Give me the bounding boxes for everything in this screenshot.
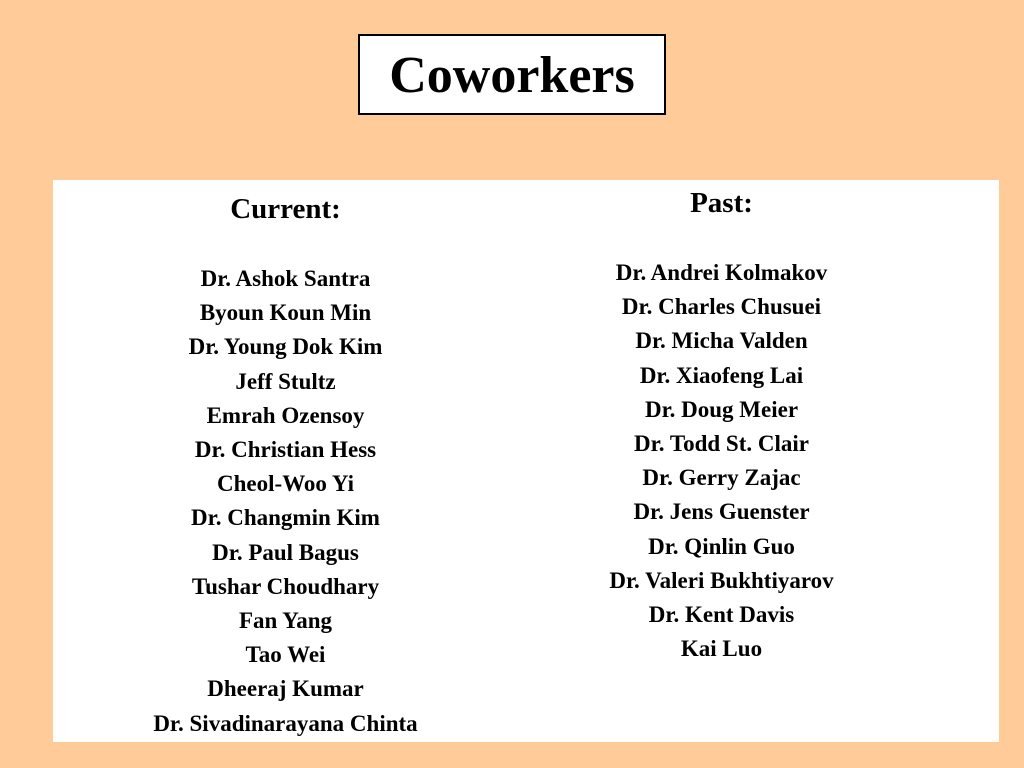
- page-title: Coworkers: [389, 46, 635, 104]
- list-item: Dr. Young Dok Kim: [188, 334, 383, 360]
- past-heading: Past:: [690, 187, 753, 219]
- list-item: Dr. Kent Davis: [648, 602, 795, 628]
- list-item: Byoun Koun Min: [199, 300, 372, 326]
- list-item: Dr. Sivadinarayana Chinta: [153, 710, 418, 736]
- coworkers-panel: [53, 180, 999, 742]
- list-item: Fan Yang: [238, 608, 333, 634]
- list-item: Dr. Charles Chusuei: [621, 294, 822, 320]
- list-item: Dr. Ashok Santra: [200, 266, 371, 291]
- list-item: Dr. Jens Guenster: [633, 499, 810, 525]
- list-item: Dr. Micha Valden: [635, 328, 808, 354]
- list-item: Dr. Gerry Zajac: [642, 465, 801, 491]
- list-item: Dr. Christian Hess: [194, 437, 377, 463]
- current-name-list: [113, 262, 458, 741]
- list-item: Dr. Doug Meier: [644, 396, 799, 422]
- list-item: Dr. Todd St. Clair: [634, 431, 809, 457]
- list-item: Dr. Qinlin Guo: [648, 533, 795, 559]
- list-item: Cheol-Woo Yi: [217, 471, 354, 497]
- current-heading: Current:: [230, 193, 341, 225]
- list-item: Jeff Stultz: [235, 368, 336, 394]
- past-name-list: [549, 256, 894, 666]
- list-item: Dr. Paul Bagus: [212, 539, 359, 565]
- current-column: [113, 180, 458, 741]
- list-item: Dr. Changmin Kim: [191, 505, 380, 531]
- list-item: Emrah Ozensoy: [206, 402, 365, 428]
- list-item: Kai Luo: [680, 636, 763, 662]
- list-item: Tao Wei: [245, 642, 326, 668]
- list-item: Dr. Valeri Bukhtiyarov: [609, 567, 834, 593]
- list-item: Tushar Choudhary: [191, 573, 380, 599]
- past-column: [549, 180, 894, 666]
- list-item: Dr. Xiaofeng Lai: [639, 362, 804, 388]
- list-item: Dheeraj Kumar: [207, 676, 364, 702]
- title-box: [358, 34, 666, 115]
- list-item: Dr. Andrei Kolmakov: [615, 260, 828, 285]
